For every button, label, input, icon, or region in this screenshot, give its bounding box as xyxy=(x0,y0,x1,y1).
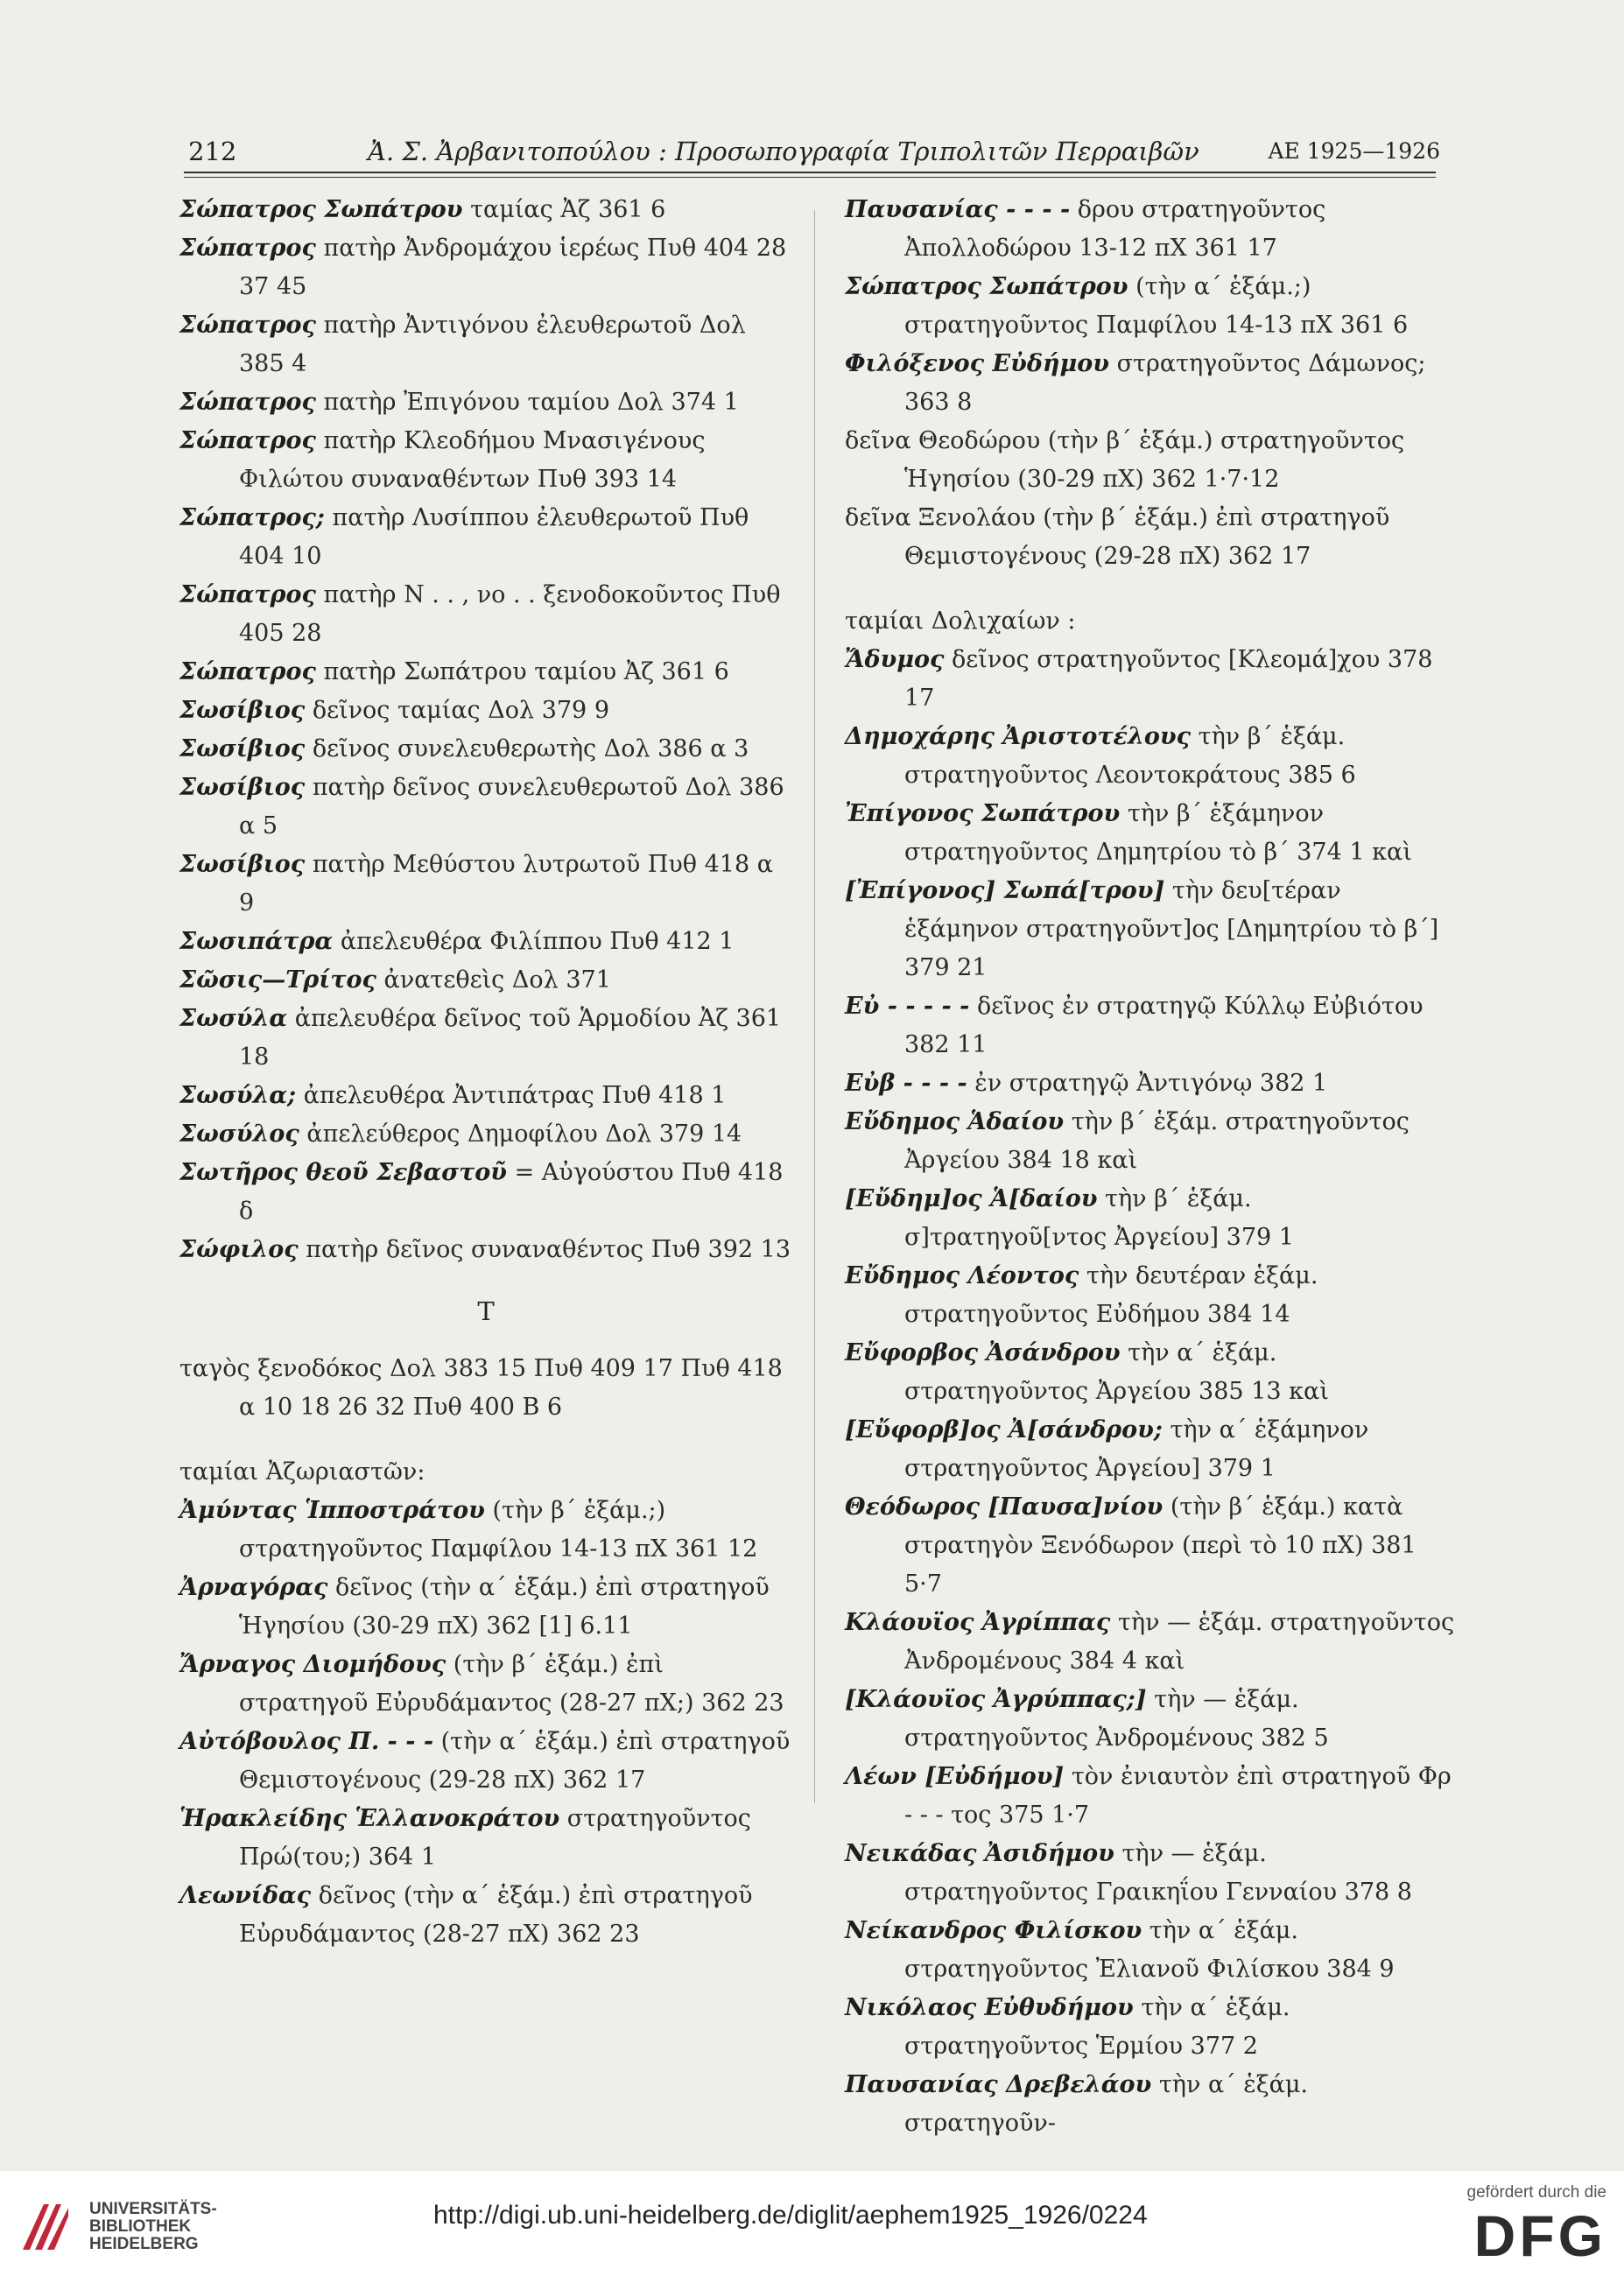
entry-name: Ἄδυμος xyxy=(845,646,945,673)
entry-name: Ἡρακλείδης Ἑλλανοκράτου xyxy=(179,1805,560,1832)
entry-name: Παυσανίας - - - - xyxy=(845,196,1071,223)
entry-text: πατὴρ Ἀνδρομάχου ἱερέως Πυθ 404 28 37 45 xyxy=(239,235,787,300)
index-entry xyxy=(845,641,1458,718)
entry-name: Δημοχάρης Ἀριστοτέλους xyxy=(845,723,1192,750)
library-name: UNIVERSITÄTS- BIBLIOTHEK HEIDELBERG xyxy=(89,2200,217,2253)
running-header xyxy=(179,130,1440,175)
entry-name: Σώπατρος xyxy=(179,235,316,262)
entry-text: δεῖνος συνελευθερωτὴς Δολ 386 α 3 xyxy=(312,735,749,762)
entry-text: πατὴρ Ἐπιγόνου ταμίου Δολ 374 1 xyxy=(323,389,739,416)
entry-text: = Αὐγούστου Πυθ 418 δ xyxy=(239,1159,784,1225)
right-section-heading: ταμίαι Δολιχαίων : xyxy=(845,608,1076,635)
index-entry xyxy=(845,1989,1458,2066)
entry-name: Εὔδημος Λέοντος xyxy=(845,1262,1079,1289)
entry-name: Σώφιλος xyxy=(179,1236,299,1263)
left-section-heading: ταμίαι Ἀζωριαστῶν: xyxy=(179,1458,425,1486)
entry-text: τὴν α΄ ἑξάμ. στρατηγοῦντος Ἑρμίου 377 2 xyxy=(904,1994,1290,2060)
entry-text: (τὴν β΄ ἑξάμ.) ἐπὶ στρατηγοῦ Εὐρυδάμαντος (28-27 πΧ;) 362 23 xyxy=(239,1651,784,1717)
index-entry xyxy=(845,987,1458,1064)
entry-name: [Κλάουϊος Ἀγρύππας;] xyxy=(845,1686,1147,1713)
index-entry xyxy=(179,1646,792,1723)
index-entry xyxy=(179,692,792,730)
dfg-wordmark: DFG xyxy=(1473,2203,1606,2268)
entry-name: Αὐτόβουλος Π. - - - xyxy=(179,1728,434,1755)
entry-text: (τὴν α΄ ἑξάμ.) ἐπὶ στρατηγοῦ Θεμιστογένους (29-28 πΧ) 362 17 xyxy=(239,1728,791,1794)
entry-name: Σωσιπάτρα xyxy=(179,928,334,955)
entry-text: στρατηγοῦντος Πρώ(του;) 364 1 xyxy=(239,1805,751,1871)
funder-logo[interactable] xyxy=(1431,2183,1606,2279)
entry-text: τὴν — ἑξάμ. στρατηγοῦντος Γραικηΐου Γενναίου 378 8 xyxy=(904,1840,1412,1906)
entry-text: τὴν α΄ ἑξάμ. στρατηγοῦντος Ἐλιανοῦ Φιλίσκου 384 9 xyxy=(904,1917,1395,1983)
entry-text: τὴν β΄ ἑξάμ. στρατηγοῦντος Ἀργείου 384 18 καὶ xyxy=(904,1108,1410,1174)
index-entry xyxy=(179,576,792,653)
entry-text: ἀνατεθεὶς Δολ 371 xyxy=(383,966,611,994)
entry-text: τὴν α΄ ἑξάμηνον στρατηγοῦντος Ἀργείου] 379 1 xyxy=(904,1416,1369,1482)
entry-text: πατὴρ δεῖνος συνελευθερωτοῦ Δολ 386 α 5 xyxy=(239,774,784,839)
entry-name: Σωσύλα; xyxy=(179,1082,297,1109)
index-entry xyxy=(179,1877,792,1954)
index-entry xyxy=(179,1569,792,1646)
index-entry xyxy=(845,1334,1458,1411)
entry-name: [Εὔφορβ]ος Ἀ[σάνδρου; xyxy=(845,1416,1163,1444)
entry-name: Σωσίβιος xyxy=(179,735,306,762)
index-entry xyxy=(845,872,1458,987)
entry-text: πατὴρ Ν . . , νο . . ξενοδοκοῦντος Πυθ 405 28 xyxy=(239,581,781,647)
entry-text: (τὴν β΄ ἑξάμ.;) στρατηγοῦντος Παμφίλου 14-13 πΧ 361 12 xyxy=(239,1497,758,1563)
running-title: Ἀ. Σ. Ἀρβανιτοπούλου : Προσωπογραφία Τριπολιτῶν Περραιβῶν xyxy=(368,137,1199,166)
index-entry xyxy=(179,422,792,499)
index-entry xyxy=(845,1835,1458,1912)
volume-label: ΑΕ 1925—1926 xyxy=(1268,138,1440,164)
entry-text: (τὴν β΄ ἑξάμ.) κατὰ στρατηγὸν Ξενόδωρον (περὶ τὸ 10 πΧ) 381 5·7 xyxy=(904,1493,1417,1598)
entry-text: τὴν β΄ ἑξάμ. σ]τρατηγοῦ[ντος Ἀργείου] 379 1 xyxy=(904,1185,1294,1251)
library-emblem-icon xyxy=(18,2199,74,2255)
entry-text: ἀπελευθέρα Ἀντιπάτρας Πυθ 418 1 xyxy=(303,1082,727,1109)
index-entry xyxy=(845,1604,1458,1681)
entry-text: ἀπελευθέρα Φιλίππου Πυθ 412 1 xyxy=(340,928,735,955)
entry-name: Σωτῆρος θεοῦ Σεβαστοῦ xyxy=(179,1159,507,1186)
index-entry xyxy=(179,499,792,576)
entry-text: δρου στρατηγοῦντος Ἀπολλοδώρου 13-12 πΧ 361 17 xyxy=(904,196,1326,262)
entry-name: Σώπατρος Σωπάτρου xyxy=(845,273,1128,300)
index-entry xyxy=(845,345,1458,422)
header-rule xyxy=(184,172,1436,173)
index-entry xyxy=(845,191,1458,268)
entry-text: δεῖνα Ξενολάου (τὴν β΄ ἑξάμ.) ἐπὶ στρατηγοῦ Θεμιστογένους (29-28 πΧ) 362 17 xyxy=(845,504,1390,570)
index-entry xyxy=(179,769,792,846)
right-column xyxy=(845,191,1458,2143)
entry-name: Φιλόξενος Εὐδήμου xyxy=(845,350,1109,377)
index-entry xyxy=(179,1154,792,1231)
index-entry xyxy=(845,1411,1458,1488)
entry-text: πατὴρ Κλεοδήμου Μνασιγένους Φιλώτου συναναθέντων Πυθ 393 14 xyxy=(239,427,706,493)
index-entry xyxy=(845,1681,1458,1758)
entry-name: Νικόλαος Εὐθυδήμου xyxy=(845,1994,1134,2021)
entry-name: Σωσίβιος xyxy=(179,697,306,724)
entry-text: δεῖνος (τὴν α΄ ἑξάμ.) ἐπὶ στρατηγοῦ Ἡγησίου (30-29 πΧ) 362 [1] 6.11 xyxy=(239,1574,770,1640)
entry-text: στρατηγοῦντος Δάμωνος; 363 8 xyxy=(904,350,1426,416)
entry-text: δεῖνος ἐν στρατηγῷ Κύλλῳ Εὐβιότου 382 11 xyxy=(904,993,1424,1058)
entry-text: πατὴρ Λυσίππου ἐλευθερωτοῦ Πυθ 404 10 xyxy=(239,504,749,570)
entry-text: τὴν β΄ ἑξάμηνον στρατηγοῦντος Δημητρίου τὸ β΄ 374 1 καὶ xyxy=(904,800,1412,866)
entry-text: (τὴν α΄ ἑξάμ.;) στρατηγοῦντος Παμφίλου 14-13 πΧ 361 6 xyxy=(904,273,1409,339)
entry-text: τὴν β΄ ἑξάμ. στρατηγοῦντος Λεοντοκράτους 385 6 xyxy=(904,723,1356,789)
index-entry xyxy=(179,653,792,692)
entry-text: τὴν δευτέραν ἑξάμ. στρατηγοῦντος Εὐδήμου 384 14 xyxy=(904,1262,1318,1328)
index-entry xyxy=(845,1103,1458,1180)
entry-name: Σώπατρος Σωπάτρου xyxy=(179,196,463,223)
index-entry xyxy=(179,923,792,961)
entry-text: δεῖνα Θεοδώρου (τὴν β΄ ἑξάμ.) στρατηγοῦντος Ἡγησίου (30-29 πΧ) 362 1·7·12 xyxy=(845,427,1405,493)
index-entry xyxy=(845,1912,1458,1989)
index-entry xyxy=(845,268,1458,345)
entry-name: Εὐ - - - - - xyxy=(845,993,970,1020)
entry-name: Σωσίβιος xyxy=(179,851,306,878)
page-number: 212 xyxy=(188,137,237,166)
entry-name: Ἐπίγονος Σωπάτρου xyxy=(845,800,1121,827)
library-logo[interactable] xyxy=(18,2188,236,2276)
index-entry xyxy=(179,730,792,769)
funded-by-label: gefördert durch die xyxy=(1466,2183,1606,2202)
entry-name: Ἀμύντας Ἱπποστράτου xyxy=(179,1497,485,1524)
index-entry xyxy=(179,1492,792,1569)
index-entry xyxy=(845,1758,1458,1835)
entry-name: Ἄρναγος Διομήδους xyxy=(179,1651,446,1678)
entry-name: Σώπατρος xyxy=(179,658,316,685)
permalink[interactable]: http://digi.ub.uni-heidelberg.de/diglit/aephem1925_1926/0224 xyxy=(433,2201,1148,2230)
entry-text: τὴν δευ[τέραν ἑξάμηνον στρατηγοῦντ]ος [Δημητρίου τὸ β΄] 379 21 xyxy=(904,877,1439,981)
entry-name: Εὐβ - - - - xyxy=(845,1070,967,1097)
entry-text: ταμίας Ἀζ 361 6 xyxy=(470,196,666,223)
index-entry xyxy=(179,1231,792,1269)
column-divider xyxy=(814,210,815,1803)
entry-name: Σώπατρος xyxy=(179,312,316,339)
left-column xyxy=(179,191,792,1954)
entry-name: Παυσανίας Δρεβελάου xyxy=(845,2071,1152,2098)
index-entry xyxy=(845,1488,1458,1604)
index-entry xyxy=(179,383,792,422)
footer-bar xyxy=(0,2171,1624,2290)
entry-text: ἀπελεύθερος Δημοφίλου Δολ 379 14 xyxy=(306,1120,742,1148)
entry-name: [Ἐπίγονος] Σωπά[τρου] xyxy=(845,877,1165,904)
entry-text: τὴν α΄ ἑξάμ. στρατηγοῦν- xyxy=(904,2071,1308,2137)
index-entry xyxy=(179,191,792,229)
entry-name: Σώπατρος xyxy=(179,389,316,416)
entry-text: πατὴρ δεῖνος συναναθέντος Πυθ 392 13 xyxy=(306,1236,791,1263)
entry-name: Εὔδημος Ἁδαίου xyxy=(845,1108,1065,1135)
entry-text: πατὴρ Ἀντιγόνου ἐλευθερωτοῦ Δολ 385 4 xyxy=(239,312,746,377)
entry-text: δεῖνος (τὴν α΄ ἑξάμ.) ἐπὶ στρατηγοῦ Εὐρυδάμαντος (28-27 πΧ) 362 23 xyxy=(239,1882,753,1948)
entry-name: Σωσύλος xyxy=(179,1120,299,1148)
index-entry xyxy=(179,1723,792,1800)
index-entry xyxy=(179,961,792,1000)
entry-name: Εὔφορβος Ἀσάνδρου xyxy=(845,1339,1121,1366)
entry-text: τὴν — ἑξάμ. στρατηγοῦντος Ἀνδρομένους 384 4 καὶ xyxy=(904,1609,1455,1675)
entry-text: πατὴρ Σωπάτρου ταμίου Ἀζ 361 6 xyxy=(323,658,729,685)
entry-name: Σώπατρος xyxy=(179,427,316,454)
entry-name: Λεωνίδας xyxy=(179,1882,312,1909)
entry-name: Σωσύλα xyxy=(179,1005,288,1032)
entry-name: Σώπατρος; xyxy=(179,504,325,531)
header-rule-thin xyxy=(184,177,1436,178)
entry-name: Ἀρναγόρας xyxy=(179,1574,328,1601)
entry-name: Κλάουϊος Ἀγρίππας xyxy=(845,1609,1111,1636)
entry-name: Σῶσις—Τρίτος xyxy=(179,966,376,994)
index-entry xyxy=(179,306,792,383)
entry-text: ἀπελευθέρα δεῖνος τοῦ Ἁρμοδίου Ἀζ 361 18 xyxy=(239,1005,782,1071)
index-entry xyxy=(179,1077,792,1115)
entry-text: δεῖνος στρατηγοῦντος [Κλεομά]χου 378 17 xyxy=(904,646,1433,712)
index-entry xyxy=(179,229,792,306)
entry-name: Σωσίβιος xyxy=(179,774,306,801)
index-entry xyxy=(845,718,1458,795)
entry-text: δεῖνος ταμίας Δολ 379 9 xyxy=(312,697,609,724)
index-entry xyxy=(845,1257,1458,1334)
entry-text: τὴν — ἑξάμ. στρατηγοῦντος Ἀνδρομένους 382 5 xyxy=(904,1686,1329,1752)
entry-name: Θεόδωρος [Παυσα]νίου xyxy=(845,1493,1164,1521)
index-entry xyxy=(179,1800,792,1877)
index-entry xyxy=(845,2066,1458,2143)
entry-name: Λέων [Εὐδήμου] xyxy=(845,1763,1065,1790)
index-entry xyxy=(845,422,1458,499)
index-entry xyxy=(845,1180,1458,1257)
entry-text: τὸν ἐνιαυτὸν ἐπὶ στρατηγοῦ Φρ - - - τος 375 1·7 xyxy=(904,1763,1452,1829)
index-entry xyxy=(179,846,792,923)
tagos-entry: ταγὸς ξενοδόκος Δολ 383 15 Πυθ 409 17 Πυθ 418 α 10 18 26 32 Πυθ 400 Β 6 xyxy=(179,1355,783,1421)
entry-name: Σώπατρος xyxy=(179,581,316,608)
index-entry xyxy=(845,1064,1458,1103)
index-entry xyxy=(179,1000,792,1077)
entry-text: ἐν στρατηγῷ Ἀντιγόνῳ 382 1 xyxy=(974,1070,1328,1097)
index-entry xyxy=(845,499,1458,576)
section-letter: Τ xyxy=(477,1296,495,1326)
entry-name: [Εὔδημ]ος Ἁ[δαίου xyxy=(845,1185,1098,1212)
entry-text: πατὴρ Μεθύστου λυτρωτοῦ Πυθ 418 α 9 xyxy=(239,851,773,917)
entry-name: Νεικάδας Ἀσιδήμου xyxy=(845,1840,1114,1867)
index-entry xyxy=(179,1115,792,1154)
entry-name: Νείκανδρος Φιλίσκου xyxy=(845,1917,1142,1944)
entry-text: τὴν α΄ ἑξάμ. στρατηγοῦντος Ἀργείου 385 13 καὶ xyxy=(904,1339,1329,1405)
index-entry xyxy=(845,795,1458,872)
